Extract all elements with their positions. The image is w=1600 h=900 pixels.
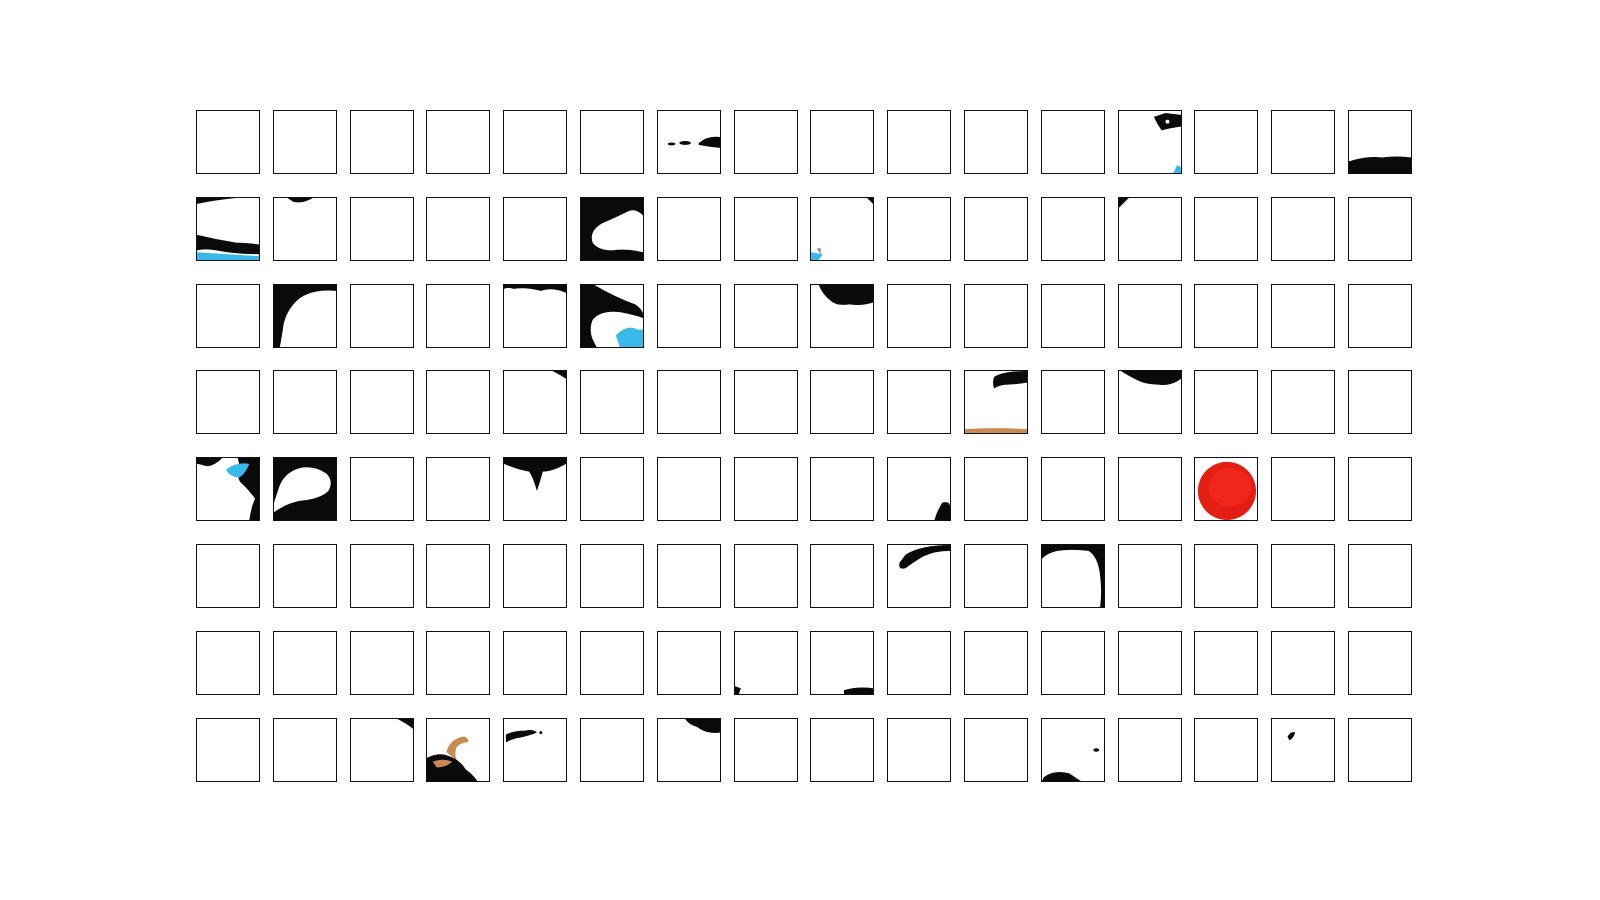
patch-tile-r7-c5 [503,631,567,695]
patch-tile-r6-c1 [196,544,260,608]
patch-content-r8-c12 [1042,719,1104,781]
patch-tile-r7-c9 [810,631,874,695]
patch-tile-r4-c4 [426,370,490,434]
patch-content-r4-c5 [504,371,566,433]
patch-tile-r1-c1 [196,110,260,174]
patch-tile-r6-c8 [734,544,798,608]
patch-content-r2-c9 [811,198,873,260]
patch-content-r3-c5 [504,285,566,347]
patch-tile-r5-c10 [887,457,951,521]
patch-content-r4-c13 [1119,371,1181,433]
patch-tile-r3-c16 [1348,284,1412,348]
patch-tile-r5-c12 [1041,457,1105,521]
patch-tile-r8-c10 [887,718,951,782]
patch-tile-r1-c9 [810,110,874,174]
patch-tile-r1-c7 [657,110,721,174]
patch-tile-r1-c11 [964,110,1028,174]
patch-tile-r3-c1 [196,284,260,348]
patch-tile-r3-c14 [1194,284,1258,348]
patch-tile-r2-c5 [503,197,567,261]
patch-tile-r3-c13 [1118,284,1182,348]
patch-content-r6-c10 [888,545,950,607]
patch-content-r1-c13 [1119,111,1181,173]
patch-tile-r5-c16 [1348,457,1412,521]
patch-tile-r6-c6 [580,544,644,608]
patch-content-r5-c5 [504,458,566,520]
patch-tile-r2-c8 [734,197,798,261]
patch-tile-r5-c1 [196,457,260,521]
patch-tile-r8-c16 [1348,718,1412,782]
patch-tile-r8-c9 [810,718,874,782]
patch-tile-r6-c16 [1348,544,1412,608]
patch-tile-r5-c3 [350,457,414,521]
patch-tile-r1-c13 [1118,110,1182,174]
patch-tile-r1-c5 [503,110,567,174]
patch-tile-r4-c12 [1041,370,1105,434]
patch-tile-r3-c12 [1041,284,1105,348]
patch-tile-r3-c7 [657,284,721,348]
patch-tile-r8-c5 [503,718,567,782]
patch-tile-r3-c11 [964,284,1028,348]
patch-content-r5-c2 [274,458,336,520]
patch-tile-r4-c13 [1118,370,1182,434]
patch-tile-r5-c9 [810,457,874,521]
patch-content-r8-c7 [658,719,720,781]
patch-tile-r6-c5 [503,544,567,608]
patch-tile-r7-c13 [1118,631,1182,695]
patch-tile-r2-c12 [1041,197,1105,261]
patch-content-r5-c1 [197,458,259,520]
patch-tile-r8-c6 [580,718,644,782]
patch-tile-r7-c7 [657,631,721,695]
patch-tile-r5-c4 [426,457,490,521]
patch-tile-r6-c3 [350,544,414,608]
patch-tile-r1-c6 [580,110,644,174]
patch-content-r6-c12 [1042,545,1104,607]
patch-tile-r3-c8 [734,284,798,348]
patch-tile-r7-c8 [734,631,798,695]
patch-tile-r2-c4 [426,197,490,261]
patch-tile-r8-c3 [350,718,414,782]
patch-content-r7-c8 [735,632,797,694]
patch-tile-r3-c5 [503,284,567,348]
patch-tile-r6-c13 [1118,544,1182,608]
patch-tile-r3-c9 [810,284,874,348]
patch-tile-r7-c4 [426,631,490,695]
patch-content-r5-c10 [888,458,950,520]
patch-content-r8-c4 [427,719,489,781]
patch-tile-r1-c2 [273,110,337,174]
patch-content-r2-c1 [197,198,259,260]
patch-tile-r6-c10 [887,544,951,608]
patch-tile-r5-c11 [964,457,1028,521]
patch-tile-r8-c7 [657,718,721,782]
patch-tile-r7-c2 [273,631,337,695]
patch-tile-r5-c14 [1194,457,1258,521]
patch-tile-r3-c6 [580,284,644,348]
patch-tile-r1-c12 [1041,110,1105,174]
patch-tile-r7-c10 [887,631,951,695]
patch-tile-r2-c1 [196,197,260,261]
patch-tile-r3-c15 [1271,284,1335,348]
patch-tile-r6-c14 [1194,544,1258,608]
patch-tile-r8-c11 [964,718,1028,782]
patch-tile-r8-c14 [1194,718,1258,782]
patch-content-r3-c6 [581,285,643,347]
patch-tile-r2-c3 [350,197,414,261]
patch-tile-r6-c15 [1271,544,1335,608]
patch-tile-r1-c4 [426,110,490,174]
patch-tile-r2-c13 [1118,197,1182,261]
patch-content-r5-c14 [1195,458,1257,520]
patch-tile-r3-c2 [273,284,337,348]
patch-tile-r8-c12 [1041,718,1105,782]
patch-tile-r5-c13 [1118,457,1182,521]
patch-content-r2-c6 [581,198,643,260]
patch-tile-r4-c16 [1348,370,1412,434]
patch-tile-r4-c1 [196,370,260,434]
patch-content-r2-c13 [1119,198,1181,260]
patch-tile-r4-c2 [273,370,337,434]
patch-tile-r1-c14 [1194,110,1258,174]
patch-tile-r8-c1 [196,718,260,782]
patch-tile-r4-c5 [503,370,567,434]
patch-tile-r6-c9 [810,544,874,608]
patch-tile-r3-c3 [350,284,414,348]
patch-tile-r4-c8 [734,370,798,434]
patch-tile-r5-c7 [657,457,721,521]
patch-content-r1-c7 [658,111,720,173]
patch-tile-r5-c8 [734,457,798,521]
patch-tile-r8-c2 [273,718,337,782]
patch-tile-r2-c10 [887,197,951,261]
patch-tile-r4-c3 [350,370,414,434]
patch-tile-r5-c15 [1271,457,1335,521]
patch-content-r3-c9 [811,285,873,347]
patch-content-r2-c2 [274,198,336,260]
patch-tile-r7-c1 [196,631,260,695]
patch-tile-r1-c16 [1348,110,1412,174]
patch-tile-r7-c11 [964,631,1028,695]
patch-tile-r2-c6 [580,197,644,261]
patch-tile-r4-c10 [887,370,951,434]
patch-tile-r1-c10 [887,110,951,174]
patch-tile-r3-c4 [426,284,490,348]
patch-content-r4-c11 [965,371,1027,433]
patch-tile-r6-c11 [964,544,1028,608]
patch-tile-r2-c14 [1194,197,1258,261]
patch-tile-r2-c11 [964,197,1028,261]
patch-tile-r4-c9 [810,370,874,434]
patch-content-r3-c2 [274,285,336,347]
patch-tile-r2-c2 [273,197,337,261]
patch-tile-r6-c2 [273,544,337,608]
patch-tile-r1-c3 [350,110,414,174]
patch-tile-r5-c5 [503,457,567,521]
patch-content-r8-c3 [351,719,413,781]
patch-tile-r8-c15 [1271,718,1335,782]
patch-tile-r4-c6 [580,370,644,434]
patch-content-r8-c15 [1272,719,1334,781]
patch-tile-r1-c8 [734,110,798,174]
patch-tile-r6-c7 [657,544,721,608]
patch-tile-r7-c15 [1271,631,1335,695]
patch-tile-r7-c16 [1348,631,1412,695]
patch-tile-r4-c15 [1271,370,1335,434]
patch-tile-r5-c2 [273,457,337,521]
patch-content-r1-c16 [1349,111,1411,173]
patch-tile-r2-c9 [810,197,874,261]
patch-tile-r5-c6 [580,457,644,521]
patch-tile-r7-c14 [1194,631,1258,695]
patch-tile-r1-c15 [1271,110,1335,174]
patch-tile-r4-c14 [1194,370,1258,434]
patch-content-r8-c5 [504,719,566,781]
patch-tile-r6-c4 [426,544,490,608]
patch-content-r7-c9 [811,632,873,694]
patch-tile-r6-c12 [1041,544,1105,608]
patch-tile-r7-c6 [580,631,644,695]
patch-tile-r2-c16 [1348,197,1412,261]
patch-tile-r7-c3 [350,631,414,695]
patch-tile-r8-c13 [1118,718,1182,782]
patch-tile-r2-c7 [657,197,721,261]
patch-tile-r7-c12 [1041,631,1105,695]
patch-tile-r4-c11 [964,370,1028,434]
patch-tile-r2-c15 [1271,197,1335,261]
patch-tile-r8-c8 [734,718,798,782]
patch-tile-r4-c7 [657,370,721,434]
patch-tile-r8-c4 [426,718,490,782]
patch-tile-r3-c10 [887,284,951,348]
